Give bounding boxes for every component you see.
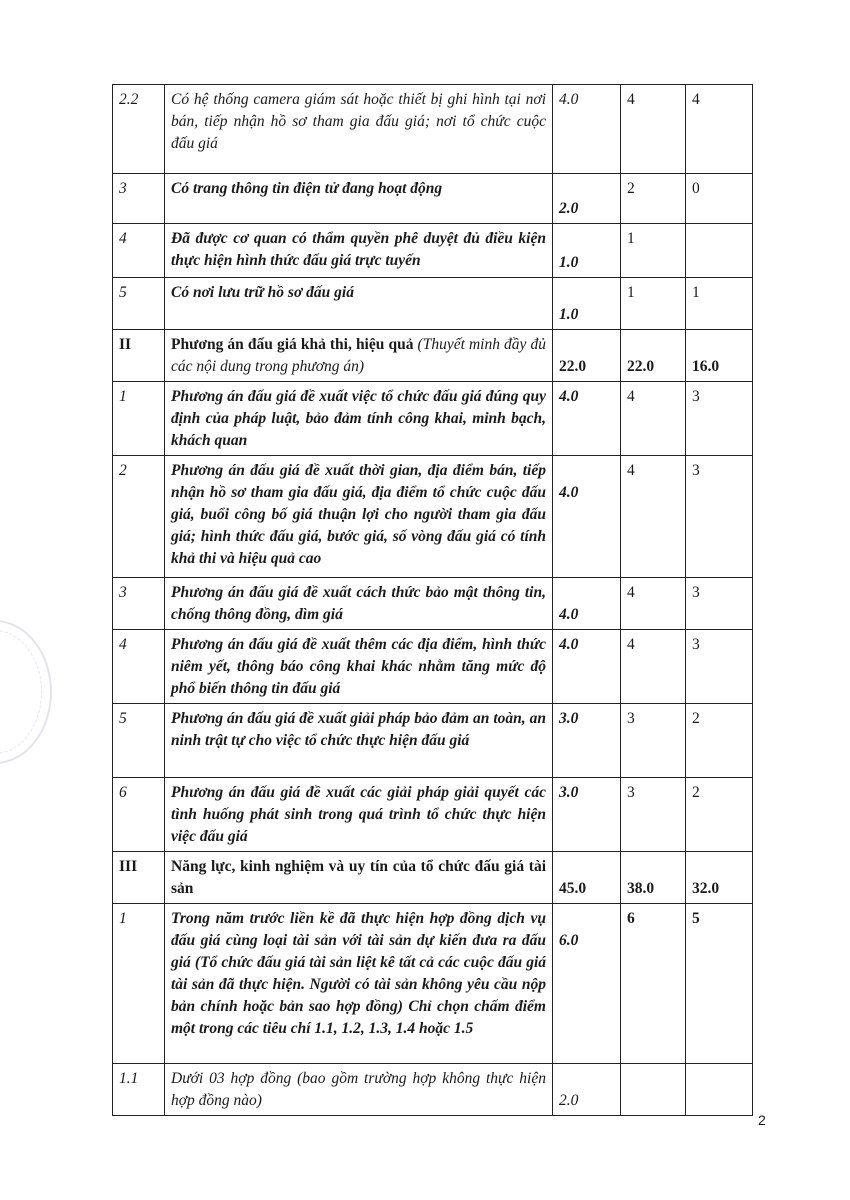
table-row (113, 578, 753, 630)
row-number: II (113, 330, 165, 382)
max-score: 1.0 (553, 224, 621, 278)
max-score: 3.0 (553, 778, 621, 852)
criterion-title: Phương án đấu giá khả thi, hiệu quả (171, 336, 414, 353)
criterion-text: Phương án đấu giá đề xuất giải pháp bảo đảm an toàn, an ninh trật tự cho việc tổ chức thực hiện đấu giá (165, 704, 553, 778)
row-number: 1 (113, 904, 165, 1064)
table-row (113, 224, 753, 278)
criterion-text: Đã được cơ quan có thẩm quyền phê duyệt đủ điều kiện thực hiện hình thức đấu giá trực tuyến (165, 224, 553, 278)
max-score: 4.0 (553, 578, 621, 630)
criterion-text (165, 330, 553, 382)
row-number: 5 (113, 278, 165, 330)
score-2 (686, 224, 753, 278)
max-score: 4.0 (553, 85, 621, 174)
max-score: 6.0 (553, 904, 621, 1064)
score-1: 4 (621, 456, 686, 578)
score-1: 4 (621, 85, 686, 174)
table-row (113, 778, 753, 852)
criterion-text: Năng lực, kinh nghiệm và uy tín của tổ chức đấu giá tài sản (165, 852, 553, 904)
criterion-note: (Thuyết minh đầy đủ các nội dung trong phương án) (171, 336, 546, 375)
row-number: 3 (113, 174, 165, 224)
score-1: 4 (621, 382, 686, 456)
score-2: 3 (686, 382, 753, 456)
score-1: 6 (621, 904, 686, 1064)
max-score: 4.0 (553, 382, 621, 456)
max-score: 2.0 (553, 1064, 621, 1116)
criterion-text: Có trang thông tin điện tử đang hoạt động (165, 174, 553, 224)
row-number: 4 (113, 224, 165, 278)
score-1: 1 (621, 278, 686, 330)
score-2: 3 (686, 578, 753, 630)
criterion-text: Phương án đấu giá đề xuất việc tổ chức đấu giá đúng quy định của pháp luật, bảo đảm tính công khai, minh bạch, khách quan (165, 382, 553, 456)
row-number: 1.1 (113, 1064, 165, 1116)
score-2: 0 (686, 174, 753, 224)
criterion-text: Có hệ thống camera giám sát hoặc thiết bị ghi hình tại nơi bán, tiếp nhận hồ sơ tham gia đấu giá; nơi tổ chức cuộc đấu giá (165, 85, 553, 174)
max-score: 2.0 (553, 174, 621, 224)
table-row (113, 630, 753, 704)
table-row (113, 174, 753, 224)
table-row (113, 85, 753, 174)
score-2: 3 (686, 630, 753, 704)
page-number: 2 (758, 1112, 766, 1128)
stamp-mark (0, 620, 52, 764)
score-1: 2 (621, 174, 686, 224)
score-2: 4 (686, 85, 753, 174)
table-row (113, 852, 753, 904)
row-number: 5 (113, 704, 165, 778)
score-2: 32.0 (686, 852, 753, 904)
criterion-text: Phương án đấu giá đề xuất thời gian, địa điểm bán, tiếp nhận hồ sơ tham gia đấu giá, địa điểm tổ chức cuộc đấu giá, buổi công bố giá thuận lợi cho người tham gia đấu giá; hình thức đấu giá, bước giá, số vòng đấu giá có tính khả thi và hiệu quả cao (165, 456, 553, 578)
score-1: 38.0 (621, 852, 686, 904)
criterion-text: Có nơi lưu trữ hồ sơ đấu giá (165, 278, 553, 330)
score-2: 1 (686, 278, 753, 330)
row-number: 4 (113, 630, 165, 704)
criterion-text: Phương án đấu giá đề xuất thêm các địa điểm, hình thức niêm yết, thông báo công khai khác nhằm tăng mức độ phổ biến thông tin đấu giá (165, 630, 553, 704)
max-score: 4.0 (553, 456, 621, 578)
criterion-text: Phương án đấu giá đề xuất các giải pháp giải quyết các tình huống phát sinh trong quá trình tổ chức thực hiện việc đấu giá (165, 778, 553, 852)
table-row (113, 904, 753, 1064)
max-score: 3.0 (553, 704, 621, 778)
table-row (113, 278, 753, 330)
score-2 (686, 1064, 753, 1116)
row-number: 6 (113, 778, 165, 852)
max-score: 45.0 (553, 852, 621, 904)
score-2: 3 (686, 456, 753, 578)
max-score: 1.0 (553, 278, 621, 330)
row-number: 2 (113, 456, 165, 578)
score-2: 5 (686, 904, 753, 1064)
score-2: 2 (686, 778, 753, 852)
row-number: 2.2 (113, 85, 165, 174)
table-row (113, 456, 753, 578)
max-score: 4.0 (553, 630, 621, 704)
scoring-table (112, 84, 753, 1116)
table-row (113, 382, 753, 456)
row-number: 1 (113, 382, 165, 456)
score-1: 3 (621, 704, 686, 778)
score-1: 4 (621, 630, 686, 704)
table-row (113, 330, 753, 382)
score-2: 2 (686, 704, 753, 778)
criterion-text: Dưới 03 hợp đồng (bao gồm trường hợp không thực hiện hợp đồng nào) (165, 1064, 553, 1116)
table-row (113, 1064, 753, 1116)
max-score: 22.0 (553, 330, 621, 382)
score-1: 3 (621, 778, 686, 852)
row-number: III (113, 852, 165, 904)
row-number: 3 (113, 578, 165, 630)
score-1: 4 (621, 578, 686, 630)
score-1 (621, 1064, 686, 1116)
table-row (113, 704, 753, 778)
score-1: 22.0 (621, 330, 686, 382)
score-1: 1 (621, 224, 686, 278)
criterion-text: Trong năm trước liền kề đã thực hiện hợp đồng dịch vụ đấu giá cùng loại tài sản với tài sản dự kiến đưa ra đấu giá (Tổ chức đấu giá tài sản liệt kê tất cả các cuộc đấu giá tài sản đã thực hiện. Người có tài sản không yêu cầu nộp bản chính hoặc bản sao hợp đồng) Chỉ chọn chấm điểm một trong các tiêu chí 1.1, 1.2, 1.3, 1.4 hoặc 1.5 (165, 904, 553, 1064)
score-2: 16.0 (686, 330, 753, 382)
criterion-text: Phương án đấu giá đề xuất cách thức bảo mật thông tin, chống thông đồng, dìm giá (165, 578, 553, 630)
